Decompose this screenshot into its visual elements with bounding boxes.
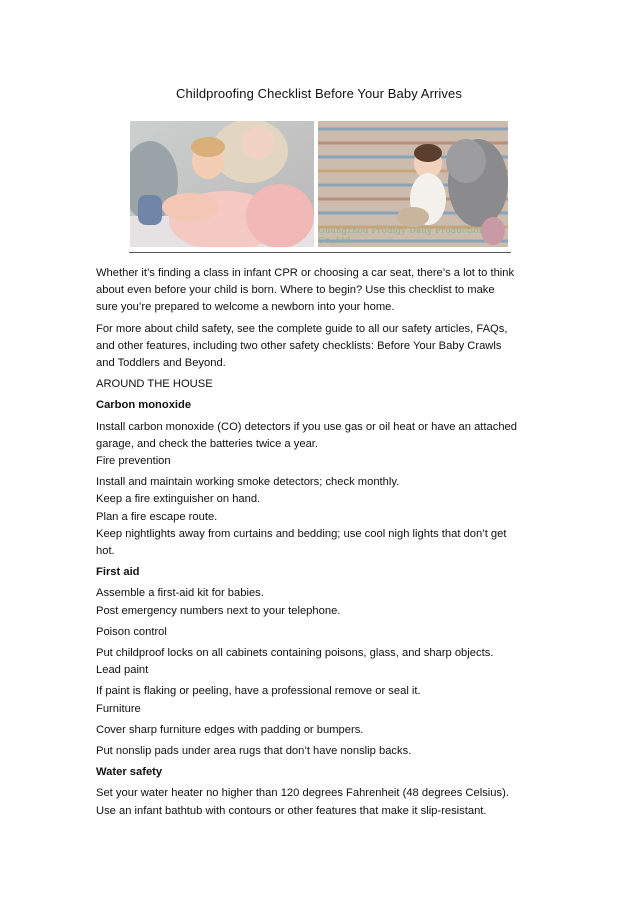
carbon-monoxide-text — [96, 419, 546, 471]
text-line: Keep a fire extinguisher on hand. — [96, 493, 261, 506]
text-line: and Toddlers and Beyond. — [96, 357, 226, 370]
poison-control-text — [96, 645, 546, 679]
heading-poison-control: Poison control — [96, 625, 167, 638]
header-photos — [129, 121, 509, 249]
text-line: hot. — [96, 545, 115, 558]
text-line: about even before your child is born. Where to begin? Use this checklist to make — [96, 284, 495, 297]
heading-carbon-monoxide: Carbon monoxide — [96, 399, 192, 412]
text-line: Keep nightlights away from curtains and bedding; use cool nigh lights that don’t get — [96, 527, 507, 540]
subheading-fire-prevention: Fire prevention — [96, 455, 171, 468]
header-divider — [129, 252, 511, 253]
text-line: garage, and check the batteries twice a year. — [96, 437, 319, 450]
heading-water-safety: Water safety — [96, 766, 163, 779]
text-line: Install carbon monoxide (CO) detectors if you use gas or oil heat or have an attached — [96, 420, 518, 433]
furniture-text-rugs: Put nonslip pads under area rugs that don’t have nonslip backs. — [96, 745, 412, 758]
photo-watermark: Guangzhou Prodigy Daily Production Co.,Ltd. — [318, 226, 485, 246]
text-line: Use an infant bathtub with contours or other features that make it slip-resistant. — [96, 804, 487, 817]
document-body — [96, 265, 546, 824]
text-line: and other features, including two other safety checklists: Before Your Baby Crawls — [96, 339, 502, 352]
text-line: sure you’re prepared to welcome a newborn into your home. — [96, 301, 395, 314]
intro-paragraph — [96, 265, 546, 317]
water-safety-text — [96, 785, 546, 819]
heading-first-aid: First aid — [96, 566, 140, 579]
fire-prevention-text — [96, 474, 546, 560]
safety-guide-paragraph — [96, 321, 546, 373]
text-line: Assemble a first-aid kit for babies. — [96, 587, 264, 600]
sleeping-baby-photo — [318, 121, 508, 247]
subheading-lead-paint: Lead paint — [96, 664, 149, 677]
text-line: Whether it’s finding a class in infant CPR or choosing a car seat, there’s a lot to think — [96, 267, 515, 279]
text-line: Post emergency numbers next to your telephone. — [96, 604, 341, 617]
furniture-text-edges: Cover sharp furniture edges with padding or bumpers. — [96, 723, 364, 736]
text-line: Set your water heater no higher than 120 degrees Fahrenheit (48 degrees Celsius). — [96, 787, 509, 800]
first-aid-text — [96, 585, 546, 619]
section-heading-around-house: AROUND THE HOUSE — [96, 378, 213, 391]
text-line: Plan a fire escape route. — [96, 510, 218, 523]
mother-child-photo — [130, 121, 314, 247]
lead-paint-text — [96, 683, 546, 717]
page-title: Childproofing Checklist Before Your Baby Arrives — [176, 86, 462, 101]
text-line: For more about child safety, see the complete guide to all our safety articles, FAQs, — [96, 322, 508, 335]
text-line: Install and maintain working smoke detectors; check monthly. — [96, 476, 400, 489]
text-line: Put childproof locks on all cabinets containing poisons, glass, and sharp objects. — [96, 647, 494, 660]
subheading-furniture: Furniture — [96, 702, 141, 715]
text-line: If paint is flaking or peeling, have a professional remove or seal it. — [96, 685, 421, 698]
